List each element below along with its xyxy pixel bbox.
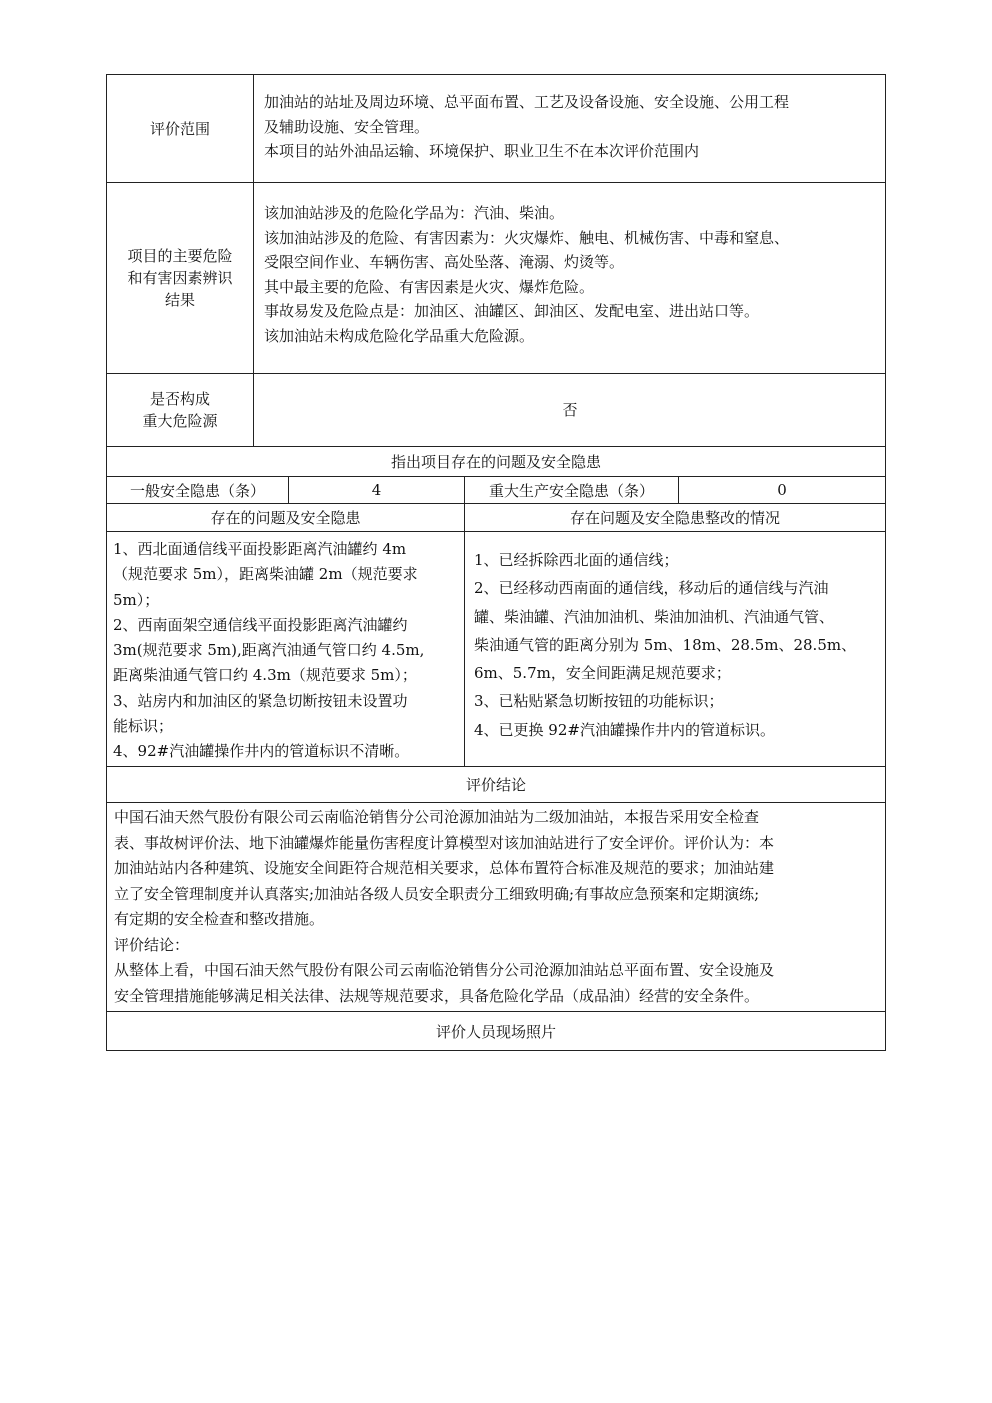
general-hazard-label: 一般安全隐患（条）	[129, 481, 265, 500]
scope-label: 评价范围	[107, 75, 254, 182]
scope-content	[255, 75, 885, 182]
photos-header: 评价人员现场照片	[106, 1012, 886, 1051]
conclusion-header: 评价结论	[106, 767, 886, 803]
hazards-line: 该加油站涉及的危险、有害因素为：火灾爆炸、触电、机械伤害、中毒和窒息、	[264, 228, 790, 247]
conclusion-line: 中国石油天然气股份有限公司云南临沧销售分公司沧源加油站为二级加油站，本报告采用安全检查	[114, 808, 760, 826]
issues-right-content	[465, 532, 885, 744]
hazards-content	[255, 183, 885, 373]
rectification-line: 1、已经拆除西北面的通信线；	[474, 551, 679, 569]
rectification-line: 6m、5.7m，安全间距满足规范要求；	[474, 664, 731, 683]
scope-row	[106, 74, 886, 183]
issue-line: 5m）；	[113, 590, 160, 609]
conclusion-line: 表、事故树评价法、地下油罐爆炸能量伤害程度计算模型对该加油站进行了安全评价。评价认为：本	[114, 833, 775, 852]
hazards-line: 事故易发及危险点是：加油区、油罐区、卸油区、发配电室、进出站口等。	[264, 302, 760, 320]
issue-line: 3、站房内和加油区的紧急切断按钮未设置功	[113, 691, 408, 710]
conclusion-line: 评价结论：	[114, 935, 190, 954]
hazards-row	[106, 183, 886, 374]
hazards-label-line: 和有害因素辨识	[127, 269, 233, 287]
issues-header: 指出项目存在的问题及安全隐患	[106, 447, 886, 477]
scope-line: 本项目的站外油品运输、环境保护、职业卫生不在本次评价范围内	[264, 142, 700, 160]
rectification-line: 4、已更换 92#汽油罐操作井内的管道标识。	[474, 720, 775, 739]
issue-line: 能标识；	[113, 717, 174, 736]
issues-left-header: 存在的问题及安全隐患	[210, 509, 361, 527]
general-hazard-count: 4	[371, 481, 382, 499]
counts-row	[106, 477, 886, 504]
conclusion-line: 有定期的安全检查和整改措施。	[114, 910, 325, 928]
conclusion-line: 从整体上看，中国石油天然气股份有限公司云南临沧销售分公司沧源加油站总平面布置、安全设施及	[114, 961, 775, 979]
issue-line: 2、西南面架空通信线平面投影距离汽油罐约	[113, 615, 408, 634]
hazards-label-line: 结果	[164, 291, 195, 309]
major-hazard-value: 否	[562, 400, 578, 419]
conclusion-body	[106, 803, 886, 1012]
major-hazard-row	[106, 374, 886, 447]
major-hazard-label	[107, 374, 254, 446]
hazards-line: 该加油站涉及的危险化学品为：汽油、柴油。	[264, 204, 565, 222]
rectification-line: 3、已粘贴紧急切断按钮的功能标识；	[474, 692, 724, 711]
rectification-line: 柴油通气管的距离分别为 5m、18m、28.5m、28.5m、	[474, 635, 857, 654]
issues-right-header: 存在问题及安全隐患整改的情况	[569, 509, 780, 527]
rectification-line: 2、已经移动西南面的通信线，移动后的通信线与汽油	[474, 579, 829, 598]
hazards-label	[107, 183, 254, 373]
issue-line: （规范要求 5m），距离柴油罐 2m（规范要求	[113, 565, 418, 584]
major-hazard-count: 0	[777, 481, 787, 499]
major-hazard-label-line: 是否构成	[149, 390, 210, 408]
hazards-line: 该加油站未构成危险化学品重大危险源。	[264, 326, 535, 345]
major-hazard-count-label: 重大生产安全隐患（条）	[488, 481, 654, 500]
rectification-line: 罐、柴油罐、汽油加油机、柴油加油机、汽油通气管、	[474, 607, 835, 626]
issues-table-body-row	[106, 532, 886, 767]
issue-line: 1、西北面通信线平面投影距离汽油罐约 4m	[113, 540, 407, 558]
conclusion-line: 立了安全管理制度并认真落实;加油站各级人员安全职责分工细致明确;有事故应急预案和定期演练;	[114, 884, 760, 903]
issue-line: 3m(规范要求 5m),距离汽油通气管口约 4.5m,	[113, 641, 425, 660]
hazards-label-line: 项目的主要危险	[127, 247, 233, 265]
scope-line: 及辅助设施、安全管理。	[264, 117, 430, 136]
scope-line: 加油站的站址及周边环境、总平面布置、工艺及设备设施、安全设施、公用工程	[264, 93, 790, 111]
major-hazard-label-line: 重大危险源	[142, 412, 218, 430]
conclusion-line: 安全管理措施能够满足相关法律、法规等规范要求，具备危险化学品（成品油）经营的安全条件。	[114, 986, 760, 1005]
issue-line: 距离柴油通气管口约 4.3m（规范要求 5m）；	[113, 666, 417, 685]
issue-line: 4、92#汽油罐操作井内的管道标识不清晰。	[113, 742, 410, 761]
conclusion-line: 加油站站内各种建筑、设施安全间距符合规范相关要求，总体布置符合标准及规范的要求；加油站建	[114, 859, 775, 877]
hazards-line: 其中最主要的危险、有害因素是火灾、爆炸危险。	[264, 277, 595, 296]
hazards-line: 受限空间作业、车辆伤害、高处坠落、淹溺、灼烫等。	[264, 253, 625, 271]
issues-left-content	[107, 532, 464, 765]
issues-table-header-row	[106, 504, 886, 532]
